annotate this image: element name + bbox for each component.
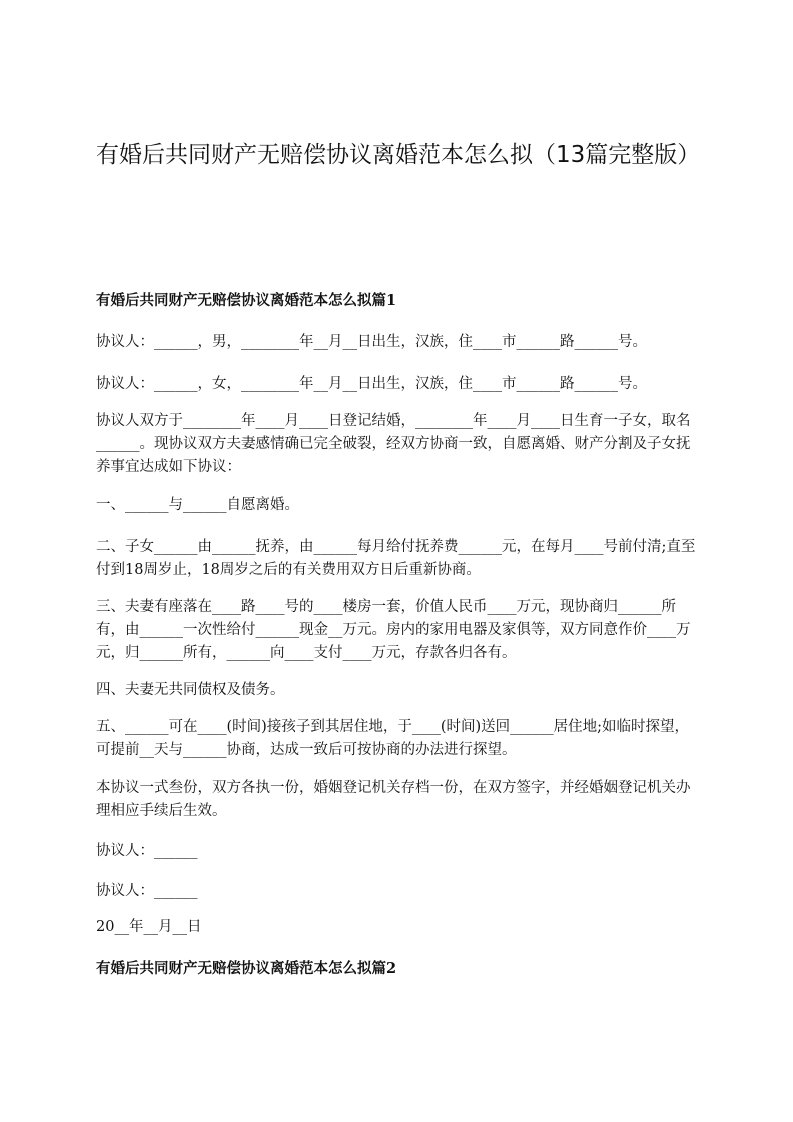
signature-line-2: 协议人：______ (96, 883, 198, 899)
section-heading-2: 有婚后共同财产无赔偿协议离婚范本怎么拟篇2 (96, 960, 397, 977)
effect-paragraph: 本协议一式叁份，双方各执一份，婚姻登记机关存档一份，在双方签字，并经婚姻登记机关办理相应手续后生效。 (96, 780, 691, 819)
clause-2: 二、子女______由______抚养，由______每月给付抚养费______元，在每月____号前付清;直至付到18周岁止，18周岁之后的有关费用双方日后重新协商。 (96, 539, 696, 578)
clause-3: 三、夫妻有座落在____路____号的____楼房一套，价值人民币____万元，现协商归______所有，由______一次性给付______现金__万元。房内的家用电器及家俱等，双方同意作价____万元，归______所有，______向____支付____万元，存款各归各有。 (96, 599, 691, 661)
signature-line-1: 协议人：______ (96, 843, 198, 859)
clause-1: 一、______与______自愿离婚。 (96, 497, 299, 513)
document-title: 有婚后共同财产无赔偿协议离婚范本怎么拟（13篇完整版） (96, 142, 701, 168)
section-heading-1: 有婚后共同财产无赔偿协议离婚范本怎么拟篇1 (96, 292, 397, 309)
clause-4: 四、夫妻无共同债权及债务。 (96, 682, 285, 698)
date-line: 20__年__月__日 (96, 919, 202, 935)
party-line-female: 协议人：______，女，________年__月__日出生，汉族，住____市______路______号。 (96, 376, 647, 392)
party-line-male: 协议人：______，男，________年__月__日出生，汉族，住____市______路______号。 (96, 334, 647, 350)
marriage-paragraph: 协议人双方于________年____月____日登记结婚，________年____月____日生育一子女，取名______。现协议双方夫妻感情确已完全破裂，经双方协商一致，自愿离婚、财产分割及子女抚养事宜达成如下协议： (96, 413, 691, 475)
clause-5: 五、______可在____(时间)接孩子到其居住地，于____(时间)送回______居住地;如临时探望，可提前__天与______协商，达成一致后可按协商的办法进行探望。 (96, 719, 690, 758)
